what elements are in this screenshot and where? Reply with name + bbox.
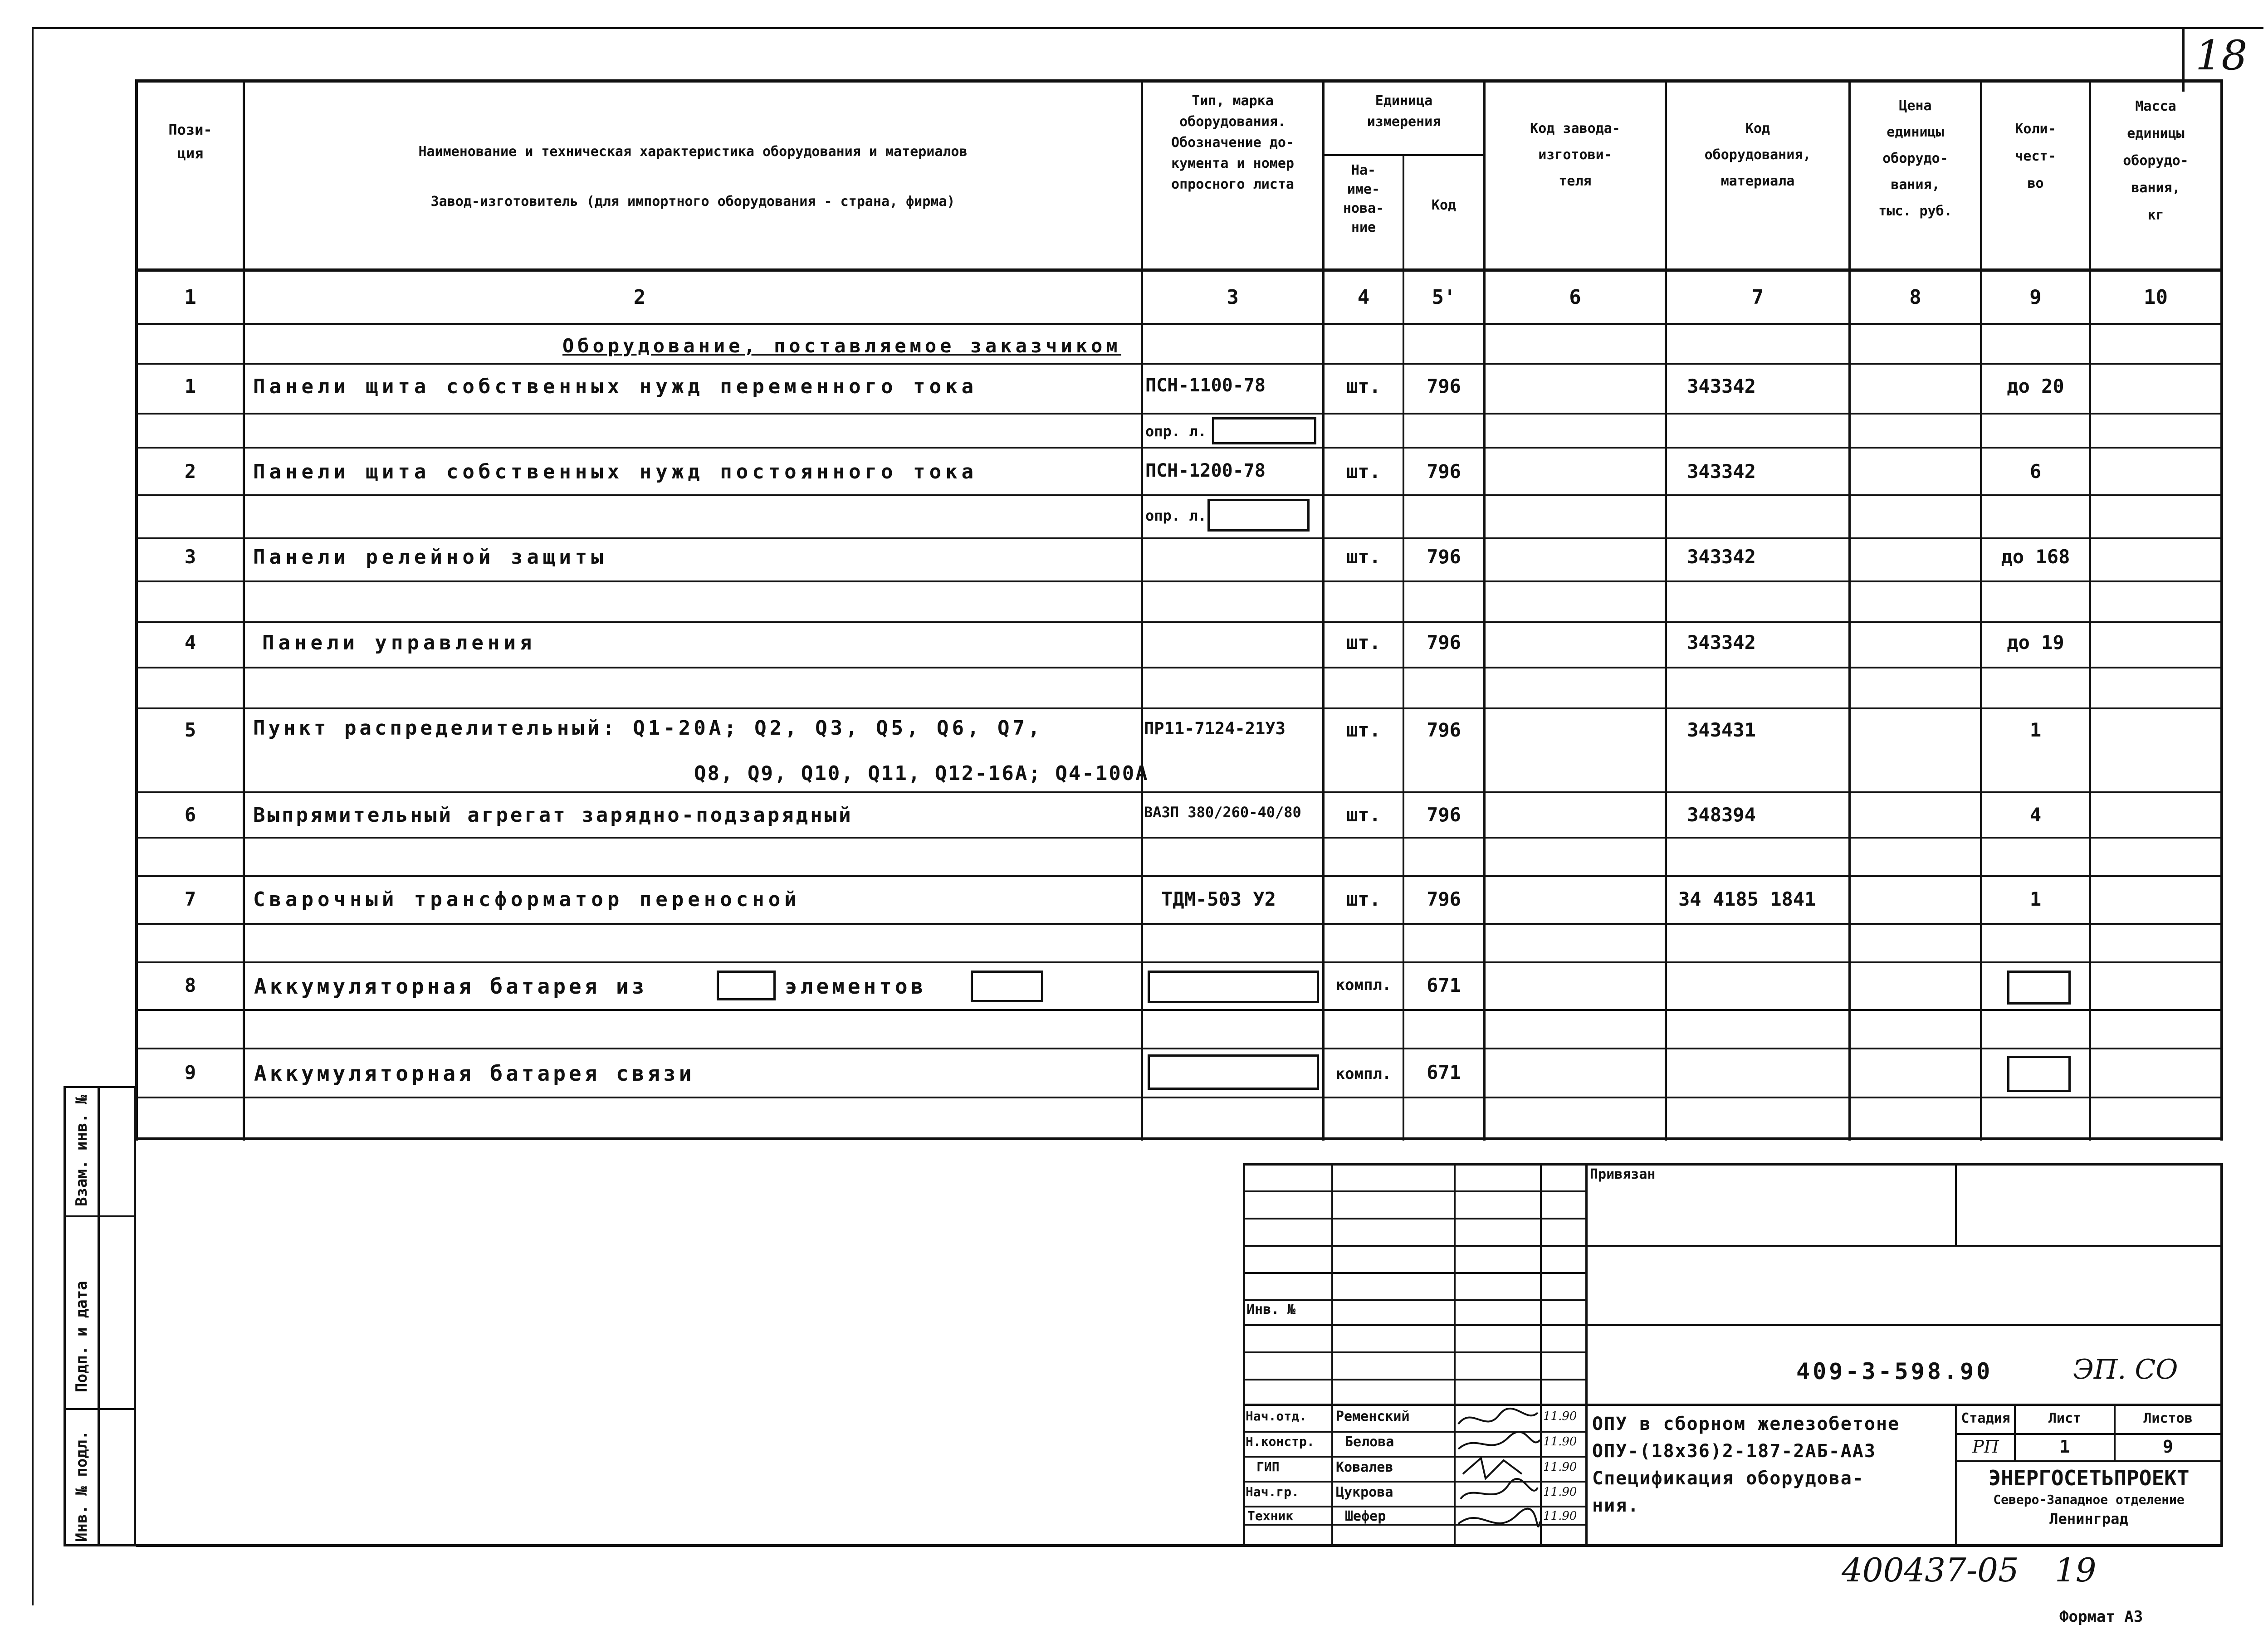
outer-frame-top	[32, 27, 2263, 29]
item-unit-code: 796	[1427, 375, 1461, 397]
sheets-value: 9	[2163, 1437, 2173, 1457]
item-unit: шт.	[1346, 631, 1381, 654]
document-code: 409-3-598.90	[1796, 1358, 1993, 1385]
item-type: ВАЗП 380/260-40/80	[1144, 804, 1301, 821]
element-count-box	[717, 971, 776, 1000]
item-position: 8	[184, 974, 196, 996]
header-mfr-code: Код завода- изготови- теля	[1530, 121, 1620, 189]
sheet-number-corner: 18	[2195, 32, 2248, 79]
outer-frame-left	[32, 27, 34, 1605]
column-number-5: 5'	[1432, 286, 1456, 309]
organization-city: Ленинград	[2049, 1510, 2128, 1527]
item-name: Выпрямительный агрегат зарядно-подзарядный	[253, 804, 853, 827]
item-unit: шт.	[1346, 546, 1381, 568]
name-group-head: Цукрова	[1336, 1484, 1393, 1500]
item-position: 3	[184, 546, 196, 568]
privyazan-label: Привязан	[1590, 1166, 1656, 1182]
item-unit-code: 671	[1427, 974, 1461, 996]
stamp-signature-date: Подп. и дата	[73, 1281, 91, 1392]
item-type-questionnaire: опр. л.	[1145, 423, 1207, 440]
organization-branch: Северо-Западное отделение	[1993, 1492, 2185, 1507]
item-equipment-code: 343342	[1687, 631, 1756, 654]
item-name: Аккумуляторная батарея из	[254, 974, 648, 999]
element-type-box	[971, 971, 1043, 1002]
item-name: Панели управления	[262, 631, 536, 654]
header-type: Тип, марка оборудования. Обозначение до- кумента и номер опросного листа	[1171, 93, 1294, 192]
column-number-10: 10	[2144, 286, 2168, 309]
item-unit-code: 796	[1427, 804, 1461, 826]
column-number-4: 4	[1357, 286, 1370, 309]
item-type: ТДМ-503 У2	[1161, 888, 1276, 910]
stamp-inventory-original: Инв. № подл.	[73, 1430, 91, 1542]
header-unit-group: Единица измерения	[1367, 93, 1441, 130]
column-number-6: 6	[1569, 286, 1581, 309]
document-mark: ЭП. СО	[2073, 1354, 2178, 1385]
section-title: Оборудование, поставляемое заказчиком	[562, 335, 1121, 357]
stamp-replacement-inventory: Взам. инв. №	[73, 1095, 91, 1206]
item-position: 2	[184, 460, 196, 483]
item-unit: шт.	[1346, 804, 1381, 826]
item-type: ПСН-1200-78	[1145, 460, 1266, 481]
role-technician: Техник	[1247, 1508, 1294, 1523]
header-mass: Масса единицы оборудо- вания, кг	[2123, 98, 2189, 223]
item-name: Панели релейной защиты	[253, 546, 607, 569]
column-number-9: 9	[2029, 286, 2042, 309]
column-number-7: 7	[1751, 286, 1764, 309]
item-name: Панели щита собственных нужд переменного тока	[253, 375, 978, 398]
item-name: Аккумуляторная батарея связи	[254, 1061, 695, 1086]
name-technician: Шефер	[1345, 1508, 1386, 1524]
bottom-archive-code: 400437-05	[1842, 1551, 2019, 1589]
header-price: Цена единицы оборудо- вания, тыс. руб.	[1878, 98, 1952, 219]
signatures-drawing	[1454, 1406, 1542, 1546]
item-name: Сварочный трансформатор переносной	[253, 888, 801, 911]
item-quantity: до 20	[2007, 375, 2064, 397]
item-unit: шт.	[1346, 719, 1381, 741]
item-equipment-code: 34 4185 1841	[1678, 888, 1816, 910]
stage-value: РП	[1972, 1437, 1999, 1457]
inventory-number-label: Инв. №	[1246, 1302, 1296, 1317]
item-position: 5	[184, 719, 196, 741]
item-type-questionnaire: опр. л.	[1145, 507, 1207, 524]
sheet-label: Лист	[2048, 1410, 2082, 1426]
header-equipment-code: Код оборудования, материала	[1704, 121, 1811, 189]
column-number-3: 3	[1227, 286, 1239, 309]
sheet-value: 1	[2059, 1437, 2070, 1457]
name-norm-control: Белова	[1345, 1434, 1394, 1450]
type-entry-box	[1148, 1054, 1319, 1090]
item-quantity: 6	[2029, 460, 2042, 483]
date-norm-control: 11.90	[1543, 1435, 1577, 1449]
header-quantity: Коли- чест- во	[2015, 121, 2056, 191]
column-number-8: 8	[1909, 286, 1921, 309]
item-unit-code: 796	[1427, 631, 1461, 654]
item-name: Пункт распределительный: Q1-20А; Q2, Q3, Q5, Q6, Q7,	[253, 717, 1043, 740]
item-equipment-code: 348394	[1687, 804, 1756, 826]
role-group-head: Нач.гр.	[1246, 1484, 1300, 1499]
item-equipment-code: 343342	[1687, 460, 1756, 483]
item-quantity: 1	[2029, 719, 2042, 741]
date-group-head: 11.90	[1543, 1485, 1577, 1499]
header-unit-code: Код	[1431, 197, 1457, 213]
header-unit-name: На- име- нова- ние	[1343, 162, 1384, 235]
stage-label: Стадия	[1961, 1410, 2010, 1426]
item-position: 9	[184, 1061, 196, 1083]
item-type: ПСН-1100-78	[1145, 375, 1266, 396]
name-chief-engineer: Ковалев	[1336, 1459, 1393, 1475]
item-name: Панели щита собственных нужд постоянного тока	[253, 460, 978, 483]
item-name-continued: Q8, Q9, Q10, Q11, Q12-16А; Q4-100А	[694, 762, 1149, 785]
item-quantity: до 168	[2001, 546, 2070, 568]
quantity-entry-box	[2007, 1056, 2071, 1092]
role-head-department: Нач.отд.	[1246, 1409, 1307, 1424]
item-position: 4	[184, 631, 196, 654]
date-technician: 11.90	[1543, 1509, 1577, 1523]
quantity-entry-box	[2007, 971, 2071, 1005]
role-norm-control: Н.констр.	[1246, 1434, 1315, 1449]
name-head-department: Ременский	[1336, 1409, 1410, 1424]
questionnaire-number-box	[1212, 417, 1316, 444]
item-unit: шт.	[1346, 375, 1381, 397]
header-position: Пози- ция	[168, 121, 212, 162]
drawing-title: ОПУ в сборном железобетоне ОПУ-(18х36)2-187-2АБ-АА3 Спецификация оборудова- ния.	[1592, 1414, 1900, 1516]
date-head-department: 11.90	[1543, 1410, 1577, 1423]
item-name-suffix: элементов	[785, 974, 927, 999]
type-entry-box	[1148, 971, 1319, 1003]
column-number-2: 2	[633, 286, 646, 309]
organization-name: ЭНЕРГОСЕТЬПРОЕКТ	[1988, 1466, 2190, 1490]
bottom-page-number: 19	[2055, 1551, 2097, 1589]
item-unit: компл.	[1335, 976, 1392, 994]
sheets-label: Листов	[2143, 1410, 2193, 1426]
item-equipment-code: 343342	[1687, 546, 1756, 568]
role-chief-engineer: ГИП	[1256, 1459, 1280, 1474]
item-position: 7	[184, 888, 196, 910]
item-unit-code: 796	[1427, 888, 1461, 910]
item-equipment-code: 343342	[1687, 375, 1756, 397]
questionnaire-number-box	[1207, 499, 1310, 532]
item-type: ПР11-7124-21У3	[1144, 719, 1286, 738]
item-unit: шт.	[1346, 888, 1381, 910]
item-quantity: до 19	[2007, 631, 2064, 654]
date-chief-engineer: 11.90	[1543, 1460, 1577, 1474]
item-unit-code: 671	[1427, 1061, 1461, 1083]
item-position: 1	[184, 375, 196, 397]
item-unit: шт.	[1346, 460, 1381, 483]
header-name: Наименование и техническая характеристика оборудования и материалов Завод-изготовитель (для импортного оборудования - страна, фирма)	[418, 144, 968, 210]
item-position: 6	[184, 804, 196, 826]
item-quantity: 4	[2029, 804, 2042, 826]
item-quantity: 1	[2029, 888, 2042, 910]
item-equipment-code: 343431	[1687, 719, 1756, 741]
column-number-1: 1	[184, 286, 196, 309]
format-label: Формат А3	[2059, 1608, 2143, 1626]
item-unit-code: 796	[1427, 460, 1461, 483]
item-unit: компл.	[1335, 1065, 1392, 1083]
item-unit-code: 796	[1427, 546, 1461, 568]
item-unit-code: 796	[1427, 719, 1461, 741]
